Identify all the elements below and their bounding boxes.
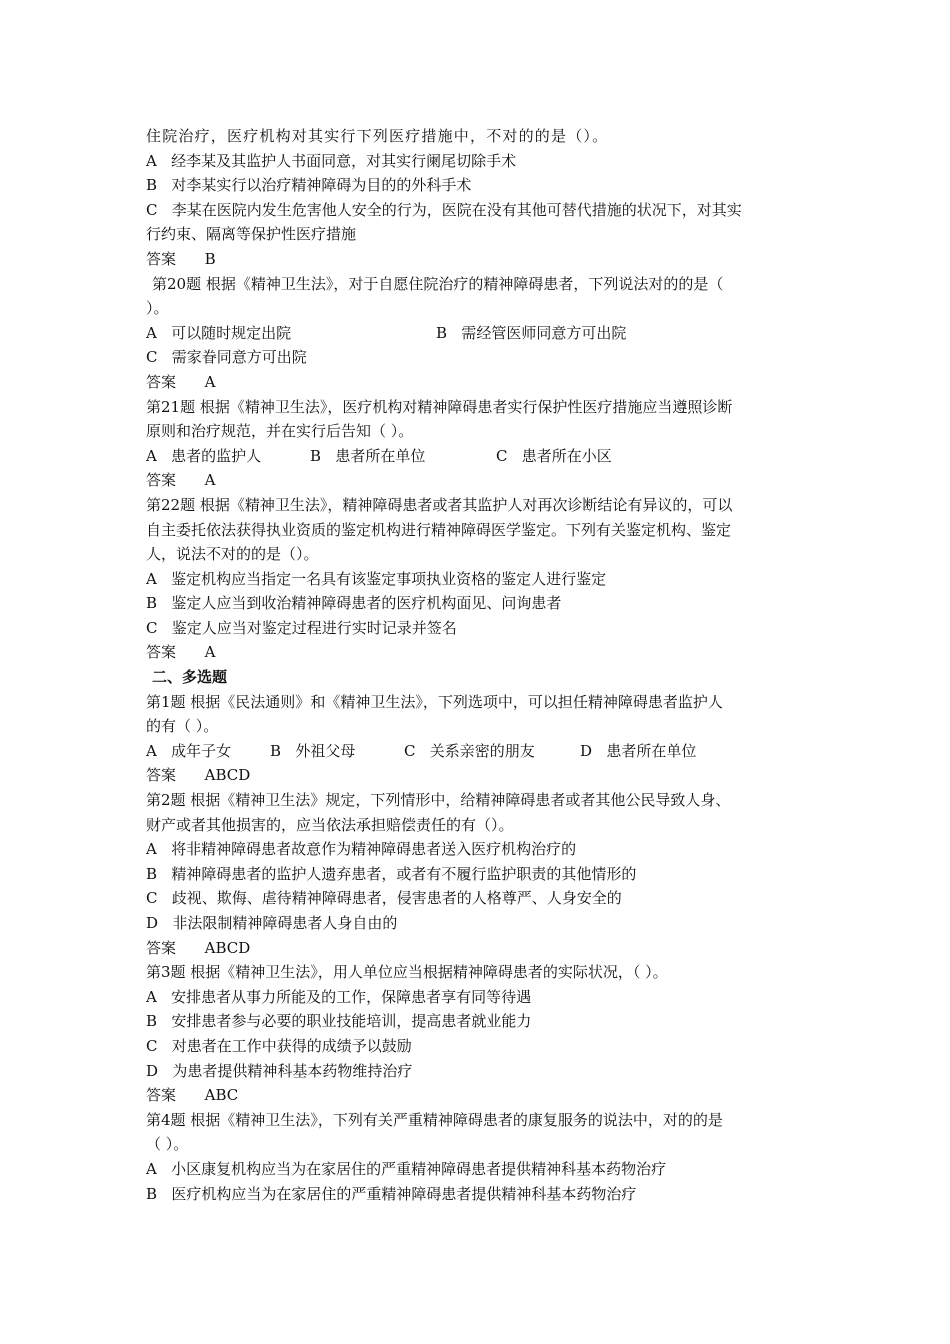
answer-line: 答案 ABCD bbox=[146, 938, 251, 957]
answer-line: 答案 ABC bbox=[146, 1086, 239, 1105]
text-line: （ ）。 bbox=[146, 1135, 189, 1154]
question-4: 第4题 根据《精神卫生法》，下列有关严重精神障碍患者的康复服务的说法中，对的的是 bbox=[146, 1110, 723, 1129]
option-d: D 为患者提供精神科基本药物维持治疗 bbox=[146, 1061, 413, 1080]
option-a: A 小区康复机构应当为在家居住的严重精神障碍患者提供精神科基本药物治疗 bbox=[146, 1159, 667, 1178]
answer-line: 答案 A bbox=[146, 372, 216, 391]
text-line: 行约束、隔离等保护性医疗措施 bbox=[146, 225, 357, 244]
option-b: B 外祖父母 bbox=[270, 741, 356, 760]
option-c: C 需家眷同意方可出院 bbox=[146, 348, 307, 367]
text-line: 原则和治疗规范，并在实行后告知（ ）。 bbox=[146, 422, 414, 441]
option-b: B 鉴定人应当到收治精神障碍患者的医疗机构面见、问询患者 bbox=[146, 594, 562, 613]
option-a: A 将非精神障碍患者故意作为精神障碍患者送入医疗机构治疗的 bbox=[146, 840, 577, 859]
option-b: B 需经管医师同意方可出院 bbox=[436, 323, 627, 342]
option-c: C 鉴定人应当对鉴定过程进行实时记录并签名 bbox=[146, 618, 457, 637]
option-a: A 患者的监护人 bbox=[146, 446, 262, 465]
option-b: B 安排患者参与必要的职业技能培训，提高患者就业能力 bbox=[146, 1012, 532, 1031]
option-b: B 医疗机构应当为在家居住的严重精神障碍患者提供精神科基本药物治疗 bbox=[146, 1184, 637, 1203]
option-c: C 对患者在工作中获得的成绩予以鼓励 bbox=[146, 1036, 412, 1055]
option-a: A 成年子女 bbox=[146, 741, 232, 760]
question-2: 第2题 根据《精神卫生法》规定，下列情形中，给精神障碍患者或者其他公民导致人身、 bbox=[146, 791, 731, 810]
section-heading: 二、多选题 bbox=[152, 668, 228, 687]
text-line: 的有（ ）。 bbox=[146, 717, 219, 736]
option-d: D 非法限制精神障碍患者人身自由的 bbox=[146, 914, 398, 932]
option-b: B 精神障碍患者的监护人遗弃患者，或者有不履行监护职责的其他情形的 bbox=[146, 864, 637, 883]
answer-line: 答案 A bbox=[146, 643, 216, 662]
text-line: 人，说法不对的的是（）。 bbox=[146, 545, 319, 564]
answer-line: 答案 A bbox=[146, 471, 216, 490]
option-a: A 可以随时规定出院 bbox=[146, 323, 292, 342]
question-3: 第3题 根据《精神卫生法》，用人单位应当根据精神障碍患者的实际状况，（ ）。 bbox=[146, 963, 668, 982]
option-d: D 患者所在单位 bbox=[580, 741, 697, 760]
option-a: A 安排患者从事力所能及的工作，保障患者享有同等待遇 bbox=[146, 987, 532, 1006]
options-row bbox=[146, 321, 810, 346]
question-20: 第20题 根据《精神卫生法》，对于自愿住院治疗的精神障碍患者，下列说法对的的是（ bbox=[152, 274, 724, 293]
text-line: ）。 bbox=[146, 299, 169, 318]
text-line: 住院治疗，医疗机构对其实行下列医疗措施中，不对的的是（）。 bbox=[146, 127, 609, 145]
options-row bbox=[146, 444, 810, 469]
option-c: C 歧视、欺侮、虐待精神障碍患者，侵害患者的人格尊严、人身安全的 bbox=[146, 889, 622, 908]
question-22: 第22题 根据《精神卫生法》，精神障碍患者或者其监护人对再次诊断结论有异议的，可以 bbox=[146, 495, 733, 514]
text-line: 自主委托依法获得执业资质的鉴定机构进行精神障碍医学鉴定。下列有关鉴定机构、鉴定 bbox=[146, 520, 732, 539]
question-21: 第21题 根据《精神卫生法》，医疗机构对精神障碍患者实行保护性医疗措施应当遵照诊断 bbox=[146, 397, 733, 416]
document-body bbox=[146, 124, 810, 1206]
answer-line: 答案 B bbox=[146, 249, 216, 268]
text-line: 财产或者其他损害的，应当依法承担赔偿责任的有（）。 bbox=[146, 815, 514, 834]
option-c: C 关系亲密的朋友 bbox=[404, 741, 535, 760]
question-1: 第1题 根据《民法通则》和《精神卫生法》，下列选项中，可以担任精神障碍患者监护人 bbox=[146, 692, 723, 711]
option-b: B 患者所在单位 bbox=[310, 446, 426, 465]
option-a: A 经李某及其监护人书面同意，对其实行阑尾切除手术 bbox=[146, 151, 517, 170]
options-row bbox=[146, 739, 810, 764]
answer-line: 答案 ABCD bbox=[146, 766, 251, 785]
option-b: B 对李某实行以治疗精神障碍为目的的外科手术 bbox=[146, 176, 472, 195]
option-a: A 鉴定机构应当指定一名具有该鉴定事项执业资格的鉴定人进行鉴定 bbox=[146, 569, 607, 588]
option-c: C 患者所在小区 bbox=[496, 446, 612, 465]
option-c: C 李某在医院内发生危害他人安全的行为，医院在没有其他可替代措施的状况下，对其实 bbox=[146, 200, 742, 219]
